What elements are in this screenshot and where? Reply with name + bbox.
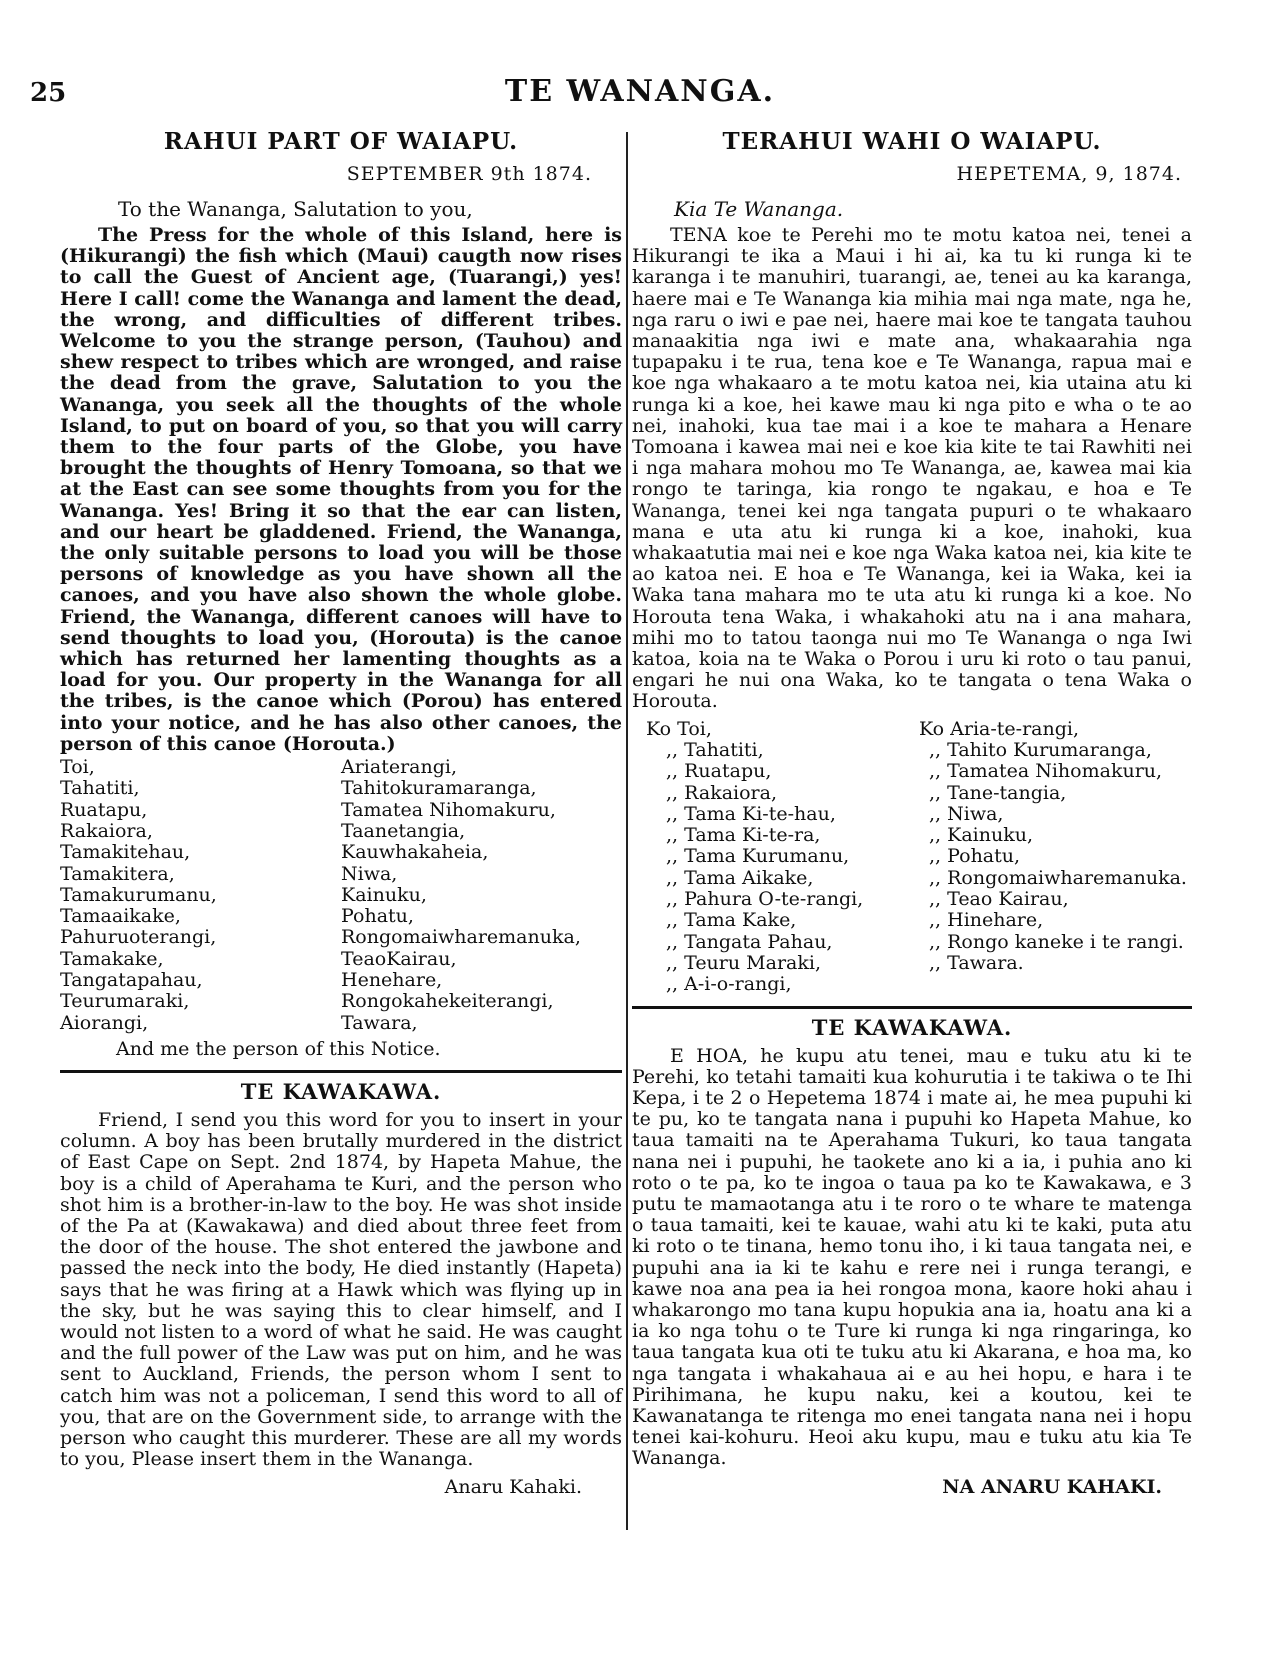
names-column-1 [60,757,341,1034]
article-dateline: HEPETEMA, 9, 1874. [956,163,1182,185]
name-entry: ,, Hinehare, [929,909,1044,932]
kawakawa-body: Friend, I send you this word for you to insert in your column. A boy has been brutally murdered in the district of East Cape on Sept. 2nd 1874, by Hapeta Mahue, the boy is a child of Aperahama te Kuri, and the person who shot him is a brother-in-law to the boy. He was shot inside of the Pa at (Kawakawa) and died about three feet from the door of the house. The shot entered the jawbone and passed the neck into the body, He died instantly (Hapeta) says that he was firing at a Hawk which was flying up in the sky, but he was saying this to clear himself, and I would not listen to a word of what he said. He was caught and the full power of the Law was put on him, and he was sent to Auckland, Friends, the person whom I sent to catch him was not a policeman, I send this word to all of you, that are on the Government side, to arrange with the person who caught this murderer. These are all my words to you, Please insert them in the Wananga. [60,1108,622,1471]
names-list [60,757,622,1034]
article-headline: TERAHUI WAHI O WAIAPU. [722,128,1102,155]
name-entry: Ruatapu, [60,798,148,821]
name-entry: ,, Tamatea Nihomakuru, [929,760,1163,783]
name-entry: Taanetangia, [341,819,466,842]
names-column-2 [919,719,1192,996]
name-entry: Ariaterangi, [341,756,458,779]
name-entry: ,, Tama Aikake, [666,866,814,889]
name-entry: ,, Rongo kaneke i te rangi. [929,930,1184,953]
name-entry: Tangatapahau, [60,969,203,992]
name-entry: Toi, [60,756,95,779]
kawakawa-signature: Anaru Kahaki. [444,1476,582,1499]
maori-column [632,128,1192,1498]
column-divider [626,132,628,1530]
article-headline: RAHUI PART OF WAIAPU. [163,128,519,155]
name-entry: Tamakitera, [60,862,175,885]
name-entry: Tamatea Nihomakuru, [341,798,556,821]
name-entry: Niwa, [341,862,398,885]
name-entry: ,, Pahura O-te-rangi, [666,888,864,911]
name-entry: Tamaaikake, [60,905,181,928]
name-entry: Aiorangi, [60,1011,149,1034]
kawakawa-signature: NA ANARU KAHAKI. [942,1475,1162,1498]
name-entry: Tahatiti, [60,777,140,800]
salutation: Kia Te Wananga. [674,197,844,221]
name-entry: TeaoKairau, [341,947,457,970]
section-rule [60,1070,622,1073]
name-entry: Ko Aria-te-rangi, [919,717,1080,740]
name-entry: Tahitokuramaranga, [341,777,537,800]
name-entry: Pahuruoterangi, [60,926,217,949]
name-entry: ,, Tane-tangia, [929,781,1067,804]
name-entry: ,, Tama Ki-te-hau, [666,802,836,825]
name-entry: ,, Niwa, [929,802,1004,825]
page-number: 25 [30,78,67,108]
name-entry: ,, Tahatiti, [666,738,764,761]
name-entry: ,, Pohatu, [929,845,1021,868]
kawakawa-headline: TE KAWAKAWA. [811,1014,1013,1040]
name-entry: Tamakitehau, [60,841,191,864]
name-entry: ,, Tawara. [929,951,1024,974]
name-entry: ,, Teao Kairau, [929,888,1069,911]
closing-line: And me the person of this Notice. [116,1037,441,1060]
name-entry: Tamakurumanu, [60,883,217,906]
name-entry: Teurumaraki, [60,990,190,1013]
name-entry: ,, Tangata Pahau, [666,930,833,953]
kawakawa-headline: TE KAWAKAWA. [240,1078,442,1104]
name-entry: ,, Tama Kurumanu, [666,845,850,868]
article-body: TENA koe te Perehi mo te motu katoa nei, tenei a Hikurangi te ika a Maui i hi ai, ka tu ki runga ki te karanga i te manuhiri, tuarangi, ae, tenei au ka karanga, haere mai e Te Wananga kia mihia mai nga mate, nga he, nga raru o iwi e pae nei, haere mai koe te tangata tauhou manaakitia nga iwi e mate ana, whakaarahia nga tupapaku i te rua, tena koe e Te Wananga, rapua mai e koe nga whakaaro a te motu katoa nei, kia utaina atu ki runga ki a koe, hei kawe mau ki nga pito e wha o te ao nei, inahoki, kua tae mai i a koe te mahara a Henare Tomoana i kawea mai nei e koe kia kite te tai Rawhiti nei i nga mahara mohou mo Te Wananga, ae, kawea mai kia rongo te taringa, kia rongo te ngakau, e hoa e Te Wananga, tenei kei nga tangata pupuri o te whakaaro mana e uta atu ki runga ki a koe, inahoki, kua whakaatutia mai nei e koe nga Waka katoa nei, kia kite te ao katoa nei. E hoa e Te Wananga, kei ia Waka, kei ia Waka tana mahara mo te uta atu ki runga ki a koe. No Horouta tena Waka, i whakahoki atu na i ana mahara, mihi mo to tatou taonga nui mo Te Wananga o nga Iwi katoa, koia na te Waka o Porou i uru ki roto o tau panui, engari he nui ona Waka, ko te tangata o tena Waka o Horouta. [632,224,1192,713]
name-entry: ,, Ruatapu, [666,760,772,783]
name-entry: ,, Teuru Maraki, [666,951,821,974]
name-entry: Pohatu, [341,905,414,928]
name-entry: ,, Tama Ki-te-ra, [666,824,821,847]
name-entry: ,, Rongomaiwharemanuka. [929,866,1187,889]
names-column-1 [632,719,919,996]
name-entry: Rakaiora, [60,819,153,842]
article-body: The Press for the whole of this Island, here is (Hikurangi) the fish which (Maui) caugth now rises to call the Guest of Ancient age, (Tuarangi,) yes! Here I call! come the Wananga and lament the dead, the wrong, and difficulties of different tribes. Welcome to you the strange person, (Tauhou) and shew respect to tribes which are wronged, and raise the dead from the grave, Salutation to you the Wananga, you seek all the thoughts of the whole Island, to put on board of you, so that you will carry them to the four parts of the Globe, you have brought the thoughts of Henry Tomoana, so that we at the East can see some thoughts from you for the Wananga. Yes! Bring it so that the ear can listen, and our heart be gladdened. Friend, the Wananga, the only suitable persons to load you will be those persons of knowledge as you have shown all the canoes, and you have also shown the whole globe. Friend, the Wananga, different canoes will have to send thoughts to load you, (Horouta) is the canoe which has returned her lamenting thoughts as a load for you. Our property in the Wananga for all the tribes, is the canoe which (Porou) has entered into your notice, and he has also other canoes, the person of this canoe (Horouta.) [60,224,622,755]
name-entry: Ko Toi, [646,717,712,740]
masthead: TE WANANGA. [504,74,776,109]
english-column [60,128,622,1498]
name-entry: Rongokahekeiterangi, [341,990,554,1013]
article-dateline: SEPTEMBER 9th 1874. [346,163,592,185]
name-entry: Henehare, [341,969,443,992]
kawakawa-body: E HOA, he kupu atu tenei, mau e tuku atu ki te Perehi, ko tetahi tamaiti kua kohurutia i te takiwa o te Ihi Kepa, i te 2 o Hepetema 1874 i mate ai, he mea pupuhi ki te pu, ko te tangata nana i pupuhi ko Hapeta Mahue, ko taua tamaiti na te Aperahama Tukuri, ko taua tangata nana nei i pupuhi, he taokete ano ki a ia, i puhia ano ki roto o te pa, ko te ingoa o taua pa ko te Kawakawa, e 3 putu te mamaotanga atu i te roro o te whare te matenga o taua tamaiti, kei te kauae, wahi atu ki te kaki, puta atu ki roto o te tinana, hemo tonu iho, i ki taua tangata nei, e pupuhi ana ia ki te kahu e rere nei i runga terangi, e kawe noa ana pea ia hei rongoa mona, kaore hoki ahau i whakarongo mo tana kupu hopukia ana ia, hoatu ana ki a ia ko nga tohu o te Ture ki runga ki nga ringaringa, ko taua tangata kua oti te tuku atu ki Akarana, e hoa ma, ko nga tangata i whakahaua ai e au hei hopu, e hara i te Pirihimana, he kupu naku, kei a koutou, kei te Kawanatanga te ritenga mo enei tangata nana nei i hopu tenei kai-kohuru. Heoi aku kupu, mau e tuku atu kia Te Wananga. [632,1044,1192,1470]
names-list [632,719,1192,996]
name-entry: Kauwhakaheia, [341,841,489,864]
name-entry: ,, Tama Kake, [666,909,797,932]
name-entry: ,, Kainuku, [929,824,1033,847]
name-entry: ,, Rakaiora, [666,781,777,804]
name-entry: Kainuku, [341,883,427,906]
name-entry: Tamakake, [60,947,164,970]
name-entry: Rongomaiwharemanuka, [341,926,581,949]
name-entry: ,, A-i-o-rangi, [666,973,792,996]
names-column-2 [341,757,622,1034]
name-entry: ,, Tahito Kurumaranga, [929,738,1152,761]
name-entry: Tawara, [341,1011,418,1034]
section-rule [632,1006,1192,1009]
salutation: To the Wananga, Salutation to you, [118,197,473,221]
